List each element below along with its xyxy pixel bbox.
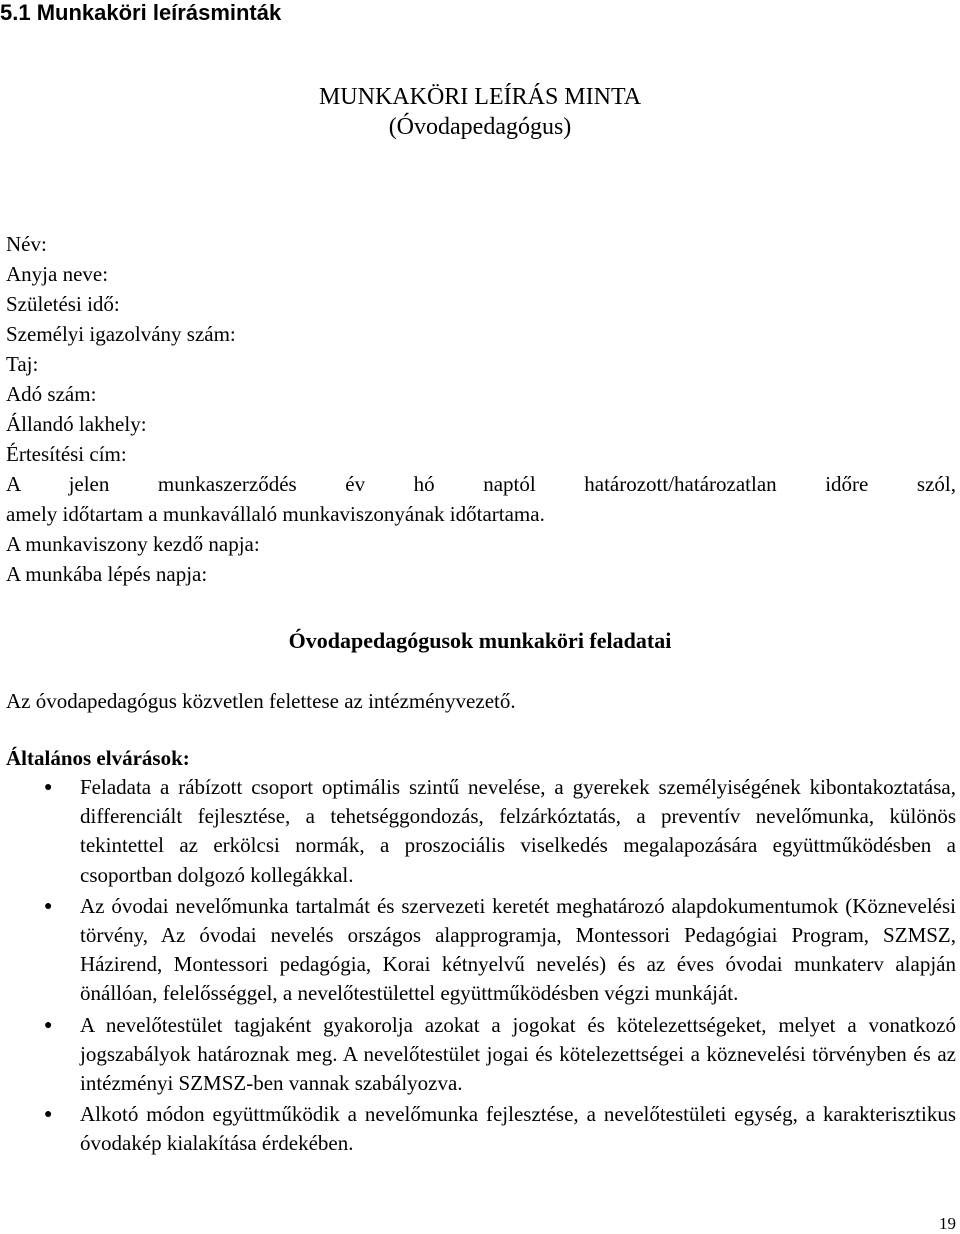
- contract-paragraph-line2: amely időtartam a munkavállaló munkaviszonyának időtartama.: [6, 502, 545, 526]
- list-item-text: Az óvodai nevelőmunka tartalmát és szervezeti keretét meghatározó alapdokumentumok (Köznevelési törvény, Az óvodai nevelés országos alapprogramja, Montessori Pedagógiai Program, SZMSZ, Házirend, Montessori pedagógia, Korai kétnyelvű nevelés) és az éves óvodai munkaterv alapján önállóan, felelősséggel, a nevelőtestülettel együttműködésben végzi munkáját.: [80, 893, 956, 1006]
- list-item-text: Feladata a rábízott csoport optimális szintű nevelése, a gyerekek személyiségének kibontakoztatása, differenciált fejlesztése, a tehetséggondozás, felzárkóztatás, a preventív nevelőmunka, különös tekintettel az erkölcsi normák, a proszociális viselkedés megalapozására együttműködésben a csoportban dolgozó kollegákkal.: [80, 775, 956, 887]
- field-name: Név:: [6, 232, 47, 256]
- document-title: [0, 82, 960, 142]
- field-work-start: A munkába lépés napja:: [6, 562, 208, 586]
- list-item: [0, 892, 960, 1009]
- field-birth-date: Születési idő:: [6, 292, 120, 316]
- duties-heading: Óvodapedagógusok munkaköri feladatai: [288, 628, 672, 653]
- document-title-subtitle: (Óvodapedagógus): [388, 114, 572, 140]
- section-heading: 5.1 Munkaköri leírásminták: [0, 0, 282, 25]
- field-id-number: Személyi igazolvány szám:: [6, 322, 236, 346]
- expectations-list: [0, 773, 960, 1161]
- list-item: [0, 1011, 960, 1099]
- page-number: 19: [939, 1214, 956, 1233]
- personal-data-fields: [6, 229, 956, 589]
- document-title-main: MUNKAKÖRI LEÍRÁS MINTA: [318, 84, 642, 110]
- bullet-icon: ●: [44, 1017, 53, 1033]
- bullet-icon: ●: [44, 1107, 53, 1123]
- bullet-icon: ●: [44, 780, 53, 795]
- list-item-text: Alkotó módon együttműködik a nevelőmunka fejlesztése, a nevelőtestületi egység, a karakterisztikus óvodakép kialakítása érdekében.: [80, 1102, 956, 1156]
- supervisor-statement: Az óvodapedagógus közvetlen felettese az intézményvezető.: [6, 689, 516, 713]
- contract-paragraph-line1: A jelen munkaszerződés év hó naptól határozott/határozatlan időre szól,: [6, 472, 956, 496]
- field-notification-address: Értesítési cím:: [6, 442, 127, 466]
- list-item: [0, 773, 960, 890]
- field-employment-start: A munkaviszony kezdő napja:: [6, 532, 260, 556]
- list-item: [0, 1100, 960, 1158]
- field-taj: Taj:: [6, 352, 39, 376]
- field-mother-name: Anyja neve:: [6, 262, 109, 286]
- bullet-icon: ●: [44, 898, 53, 914]
- field-tax-number: Adó szám:: [6, 382, 97, 406]
- list-item-text: A nevelőtestület tagjaként gyakorolja azokat a jogokat és kötelezettségeket, melyet a vonatkozó jogszabályok határoznak meg. A nevelőtestület jogai és kötelezettségei a köznevelési törvényben és az intézményi SZMSZ-ben vannak szabályozva.: [80, 1012, 956, 1096]
- field-permanent-address: Állandó lakhely:: [6, 412, 147, 436]
- general-expectations-heading: Általános elvárások:: [6, 746, 190, 770]
